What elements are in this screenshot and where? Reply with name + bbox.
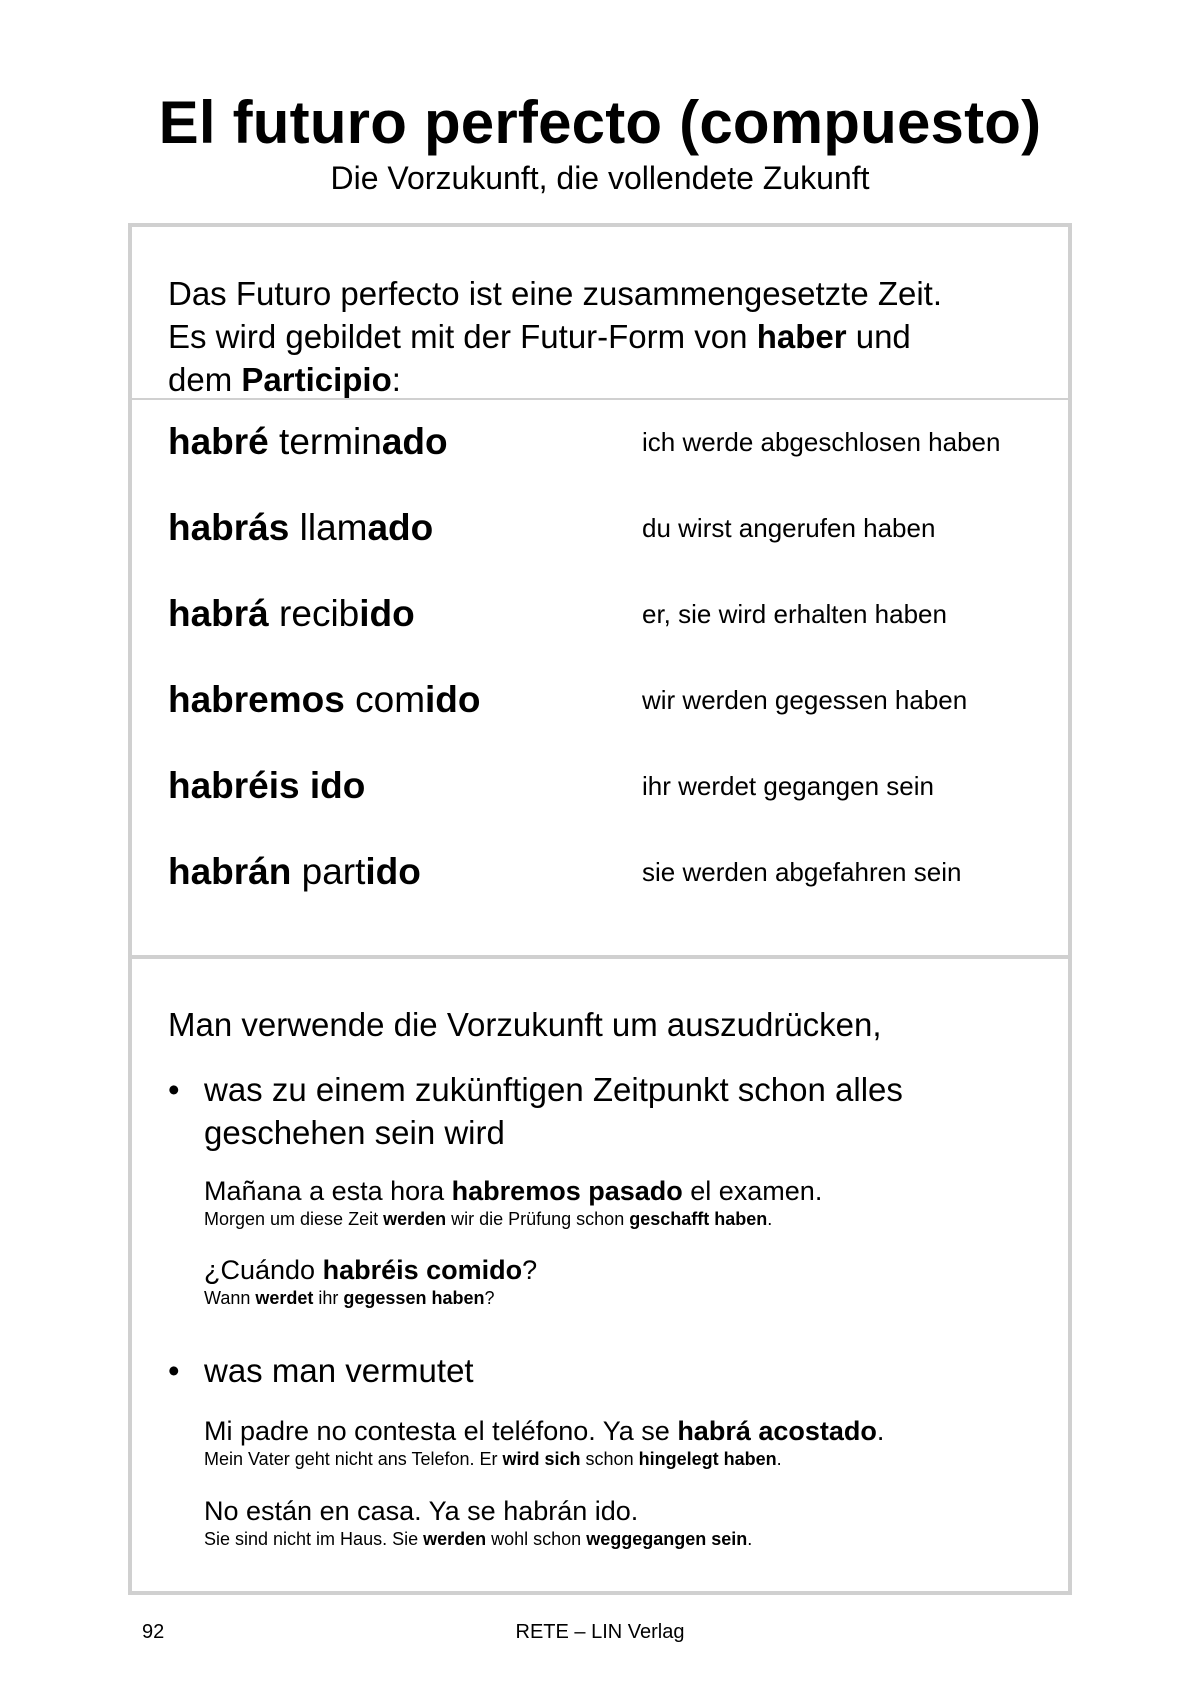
- intro-line-3: [168, 358, 1038, 401]
- conjugation-stem: part: [291, 851, 366, 892]
- conjugation-stem: [300, 765, 310, 806]
- conjugation-ending: ido: [365, 851, 421, 892]
- conjugation-aux: habrán: [168, 851, 292, 892]
- conjugation-translation: ihr werdet gegangen sein: [642, 771, 934, 801]
- example-text: Wann: [204, 1288, 256, 1308]
- conjugation-form: [168, 503, 433, 553]
- intro-line-2-end: und: [846, 318, 911, 355]
- conjugation-row: [168, 417, 1048, 467]
- intro-line-2: [168, 315, 1038, 358]
- example-text: ?: [484, 1288, 495, 1308]
- example-spanish: [204, 1174, 1024, 1208]
- example-verb: werdet: [255, 1288, 314, 1308]
- example-verb: werden: [383, 1209, 447, 1229]
- conjugation-translation: wir werden gegessen haben: [642, 685, 968, 715]
- example-sentence: [204, 1253, 1024, 1309]
- bullet-text: [204, 1068, 1044, 1154]
- conjugation-translation: sie werden abgefahren sein: [642, 857, 962, 887]
- conjugation-form: [168, 589, 415, 639]
- bullet-icon: •: [168, 1071, 180, 1108]
- conjugation-form: [168, 761, 365, 811]
- publisher-credit: RETE – LIN Verlag: [515, 1621, 685, 1643]
- example-text: ihr: [313, 1288, 344, 1308]
- example-text: Mein Vater geht nicht ans Telefon. Er: [204, 1449, 503, 1469]
- example-verb: wird sich: [502, 1449, 581, 1469]
- conjugation-stem: recib: [268, 593, 360, 634]
- conjugation-translation: ich werde abgeschlosen haben: [642, 427, 1001, 457]
- example-sentence: [204, 1494, 1024, 1550]
- conjugation-ending: ado: [367, 507, 434, 548]
- conjugation-ending: ido: [425, 679, 481, 720]
- example-spanish: [204, 1253, 1024, 1287]
- example-german: [204, 1448, 1024, 1470]
- conjugation-aux: habremos: [168, 679, 345, 720]
- bullet-icon: •: [168, 1352, 180, 1389]
- example-text: .: [767, 1209, 773, 1229]
- example-verb: habréis comido: [322, 1255, 523, 1285]
- usage-intro: Man verwende die Vorzukunft um auszudrücken,: [168, 1006, 882, 1043]
- example-spanish: No están en casa. Ya se habrán ido.: [204, 1496, 639, 1526]
- conjugation-row: [168, 503, 1048, 553]
- example-german: [204, 1208, 1024, 1230]
- example-text: .: [747, 1529, 753, 1549]
- conjugation-form: [168, 847, 421, 897]
- example-verb: habrá acostado: [677, 1416, 877, 1446]
- example-text: Mañana a esta hora: [204, 1176, 452, 1206]
- example-text: el examen.: [682, 1176, 823, 1206]
- conjugation-form: [168, 417, 448, 467]
- conjugation-stem: llam: [289, 507, 368, 548]
- intro-text: [168, 272, 1038, 401]
- example-verb: gegessen haben: [343, 1288, 485, 1308]
- example-text: wohl schon: [486, 1529, 587, 1549]
- example-text: Morgen um diese Zeit: [204, 1209, 384, 1229]
- intro-haber: haber: [756, 318, 847, 355]
- intro-line-1: Das Futuro perfecto ist eine zusammengesetzte Zeit.: [168, 275, 943, 312]
- example-text: .: [876, 1416, 885, 1446]
- example-verb: habremos pasado: [451, 1176, 683, 1206]
- conjugation-translation: du wirst angerufen haben: [642, 513, 936, 543]
- intro-participio: Participio: [241, 361, 392, 398]
- page-number: 92: [142, 1621, 165, 1643]
- example-verb: geschafft haben: [629, 1209, 768, 1229]
- example-text: schon: [580, 1449, 639, 1469]
- intro-line-3-text: dem: [168, 361, 242, 398]
- bullet-line-2: geschehen sein wird: [204, 1114, 505, 1151]
- example-spanish: [204, 1414, 1024, 1448]
- example-text: Sie sind nicht im Haus. Sie: [204, 1529, 424, 1549]
- intro-line-2-text: Es wird gebildet mit der Futur-Form von: [168, 318, 757, 355]
- example-text: wir die Prüfung schon: [446, 1209, 630, 1229]
- example-sentence: [204, 1174, 1024, 1230]
- example-text: .: [776, 1449, 782, 1469]
- conjugation-form: [168, 675, 481, 725]
- intro-line-3-end: :: [391, 361, 401, 398]
- example-verb: hingelegt haben: [638, 1449, 777, 1469]
- page-title: El futuro perfecto (compuesto): [158, 89, 1042, 156]
- conjugation-row: [168, 589, 1048, 639]
- conjugation-aux: habrá: [168, 593, 269, 634]
- bullet-item: [168, 1349, 1048, 1394]
- conjugation-row: [168, 847, 1048, 897]
- page-subtitle: Die Vorzukunft, die vollendete Zukunft: [330, 160, 870, 196]
- conjugation-aux: habréis: [168, 765, 300, 806]
- example-german: [204, 1528, 1024, 1550]
- example-verb: werden: [423, 1529, 487, 1549]
- conjugation-aux: habrás: [168, 507, 290, 548]
- conjugation-ending: ido: [309, 765, 366, 806]
- content-box: [128, 223, 1072, 1595]
- conjugation-ending: ido: [359, 593, 415, 634]
- section-divider: [132, 398, 1068, 400]
- conjugation-translation: er, sie wird erhalten haben: [642, 599, 947, 629]
- section-divider: [132, 955, 1068, 959]
- example-german: [204, 1287, 1024, 1309]
- example-text: ¿Cuándo: [204, 1255, 323, 1285]
- example-verb: weggegangen sein: [586, 1529, 748, 1549]
- conjugation-stem: termin: [268, 421, 382, 462]
- conjugation-ending: ado: [381, 421, 448, 462]
- example-text: Mi padre no contesta el teléfono. Ya se: [204, 1416, 678, 1446]
- example-sentence: [204, 1414, 1024, 1470]
- conjugation-row: [168, 675, 1048, 725]
- conjugation-aux: habré: [168, 421, 269, 462]
- conjugation-row: [168, 761, 1048, 811]
- conjugation-stem: com: [344, 679, 426, 720]
- bullet-item: [168, 1068, 1048, 1158]
- bullet-line-1: was zu einem zukünftigen Zeitpunkt schon alles: [204, 1071, 903, 1108]
- example-text: ?: [522, 1255, 538, 1285]
- bullet-text: was man vermutet: [204, 1352, 474, 1389]
